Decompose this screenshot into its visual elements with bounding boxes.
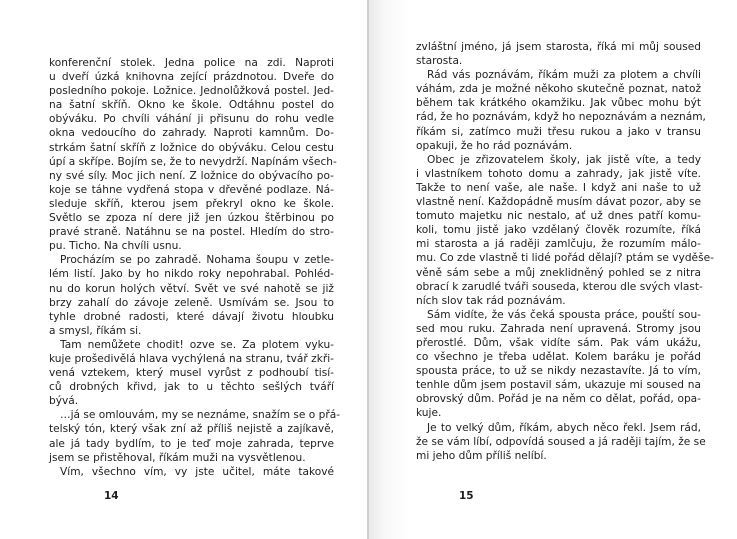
text-line: okna vedoucího do zahrady. Naproti kamnům. Do-: [49, 127, 334, 140]
text-line: brzy zahalí do závoje zeleně. Usmívám se. Jsou to: [49, 296, 334, 309]
text-line: pravé straně. Natáhnu se na postel. Hledím do stro-: [49, 226, 334, 239]
text-line: Rád vás poznávám, říkám muži za plotem a chvíli: [427, 69, 701, 82]
text-line: Tam nemůžete chodit! ozve se. Za plotem vyku-: [60, 338, 334, 351]
text-line: mi starosta a já raději zamlčuju, že rozumím málo-: [416, 238, 701, 251]
text-line: mi jeho dům příliš nelíbí.: [416, 449, 547, 462]
text-line: Procházím se po zahradě. Nohama šoupu v zetle-: [60, 254, 334, 267]
text-line: věně sám sebe a můj zneklidněný pohled se z nitra: [416, 266, 701, 279]
text-line: Takže to není vaše, ale naše. I když ani naše to už: [416, 181, 701, 194]
text-line: ale já tady bydlím, to je teď moje zahrada, teprve: [49, 437, 334, 450]
text-line: opakuji, že ho rád poznávám.: [416, 139, 573, 152]
text-line: spousta práce, to už se nikdy nezastavíte. Já to vím,: [416, 365, 701, 378]
text-line: rád, že ho poznávám, když ho nepoznávám a neznám,: [416, 111, 706, 124]
text-line: zvláštní jméno, já jsem starosta, říká mi můj soused: [416, 41, 701, 53]
text-line: …já se omlouvám, my se neznáme, snažím se o přá-: [60, 409, 341, 422]
text-line: kuje prošedivělá hlava vychýlená na stranu, tvář zkři-: [49, 352, 334, 365]
text-line: i vlastníkem tohoto domu a zahrady, jak jistě víte.: [416, 167, 701, 180]
text-line: obrací k zarudlé tváři souseda, kterou dle svých vlast-: [416, 280, 703, 293]
text-line: koli, tomu jistě jako vzdělaný člověk rozumíte, říká: [416, 224, 701, 237]
text-line: ny své síly. Moc jich není. Z ložnice do obývacího po-: [49, 169, 334, 182]
text-line: úpí a skřípe. Bojím se, že to nevydrží. Napínám všech-: [49, 155, 337, 168]
text-line: Sám vidíte, že vás čeká spousta práce, pouští sou-: [427, 308, 701, 321]
text-line: sleduje skříň, kterou jsem překryl okno ke škole.: [49, 197, 334, 210]
left-page: [0, 0, 367, 539]
text-line: říkám si, zatímco muži třesu rukou a jako v transu: [416, 125, 701, 138]
text-line: strkám šatní skříň z ložnice do obýváku. Celou cestu: [49, 141, 334, 154]
text-line: mu. Co zde vlastně ti lidé pořád dělají? ptám se vyděše-: [416, 252, 714, 265]
text-line: tomuto majetku nic nestalo, ať už dnes patří komu-: [416, 210, 701, 223]
text-line: sed mou ruku. Zahrada není upravená. Stromy jsou: [416, 322, 701, 335]
text-line: přerostlé. Dům, však vidíte sám. Pak vám ukážu,: [416, 336, 701, 349]
left-page-number: 14: [104, 490, 119, 502]
text-line: na šatní skříň. Okno ke škole. Odtáhnu postel do: [49, 99, 334, 112]
text-line: co všechno je třeba udělat. Kolem baráku je pořád: [416, 351, 701, 364]
text-line: ních slov tak rád poznávám.: [416, 294, 566, 307]
right-page-text: [416, 40, 714, 463]
text-line: váhám, zda je možné někoho skutečně poznat, natož: [416, 83, 701, 96]
text-line: a smysl, říkám si.: [49, 324, 142, 337]
right-page-number: 15: [459, 490, 474, 502]
text-line: Je to velký dům, říkám, abych něco řekl. Jsem rád,: [427, 421, 701, 434]
text-line: u dveří úzká knihovna zející prázdnotou. Dveře do: [49, 71, 334, 84]
text-line: že se vám líbí, odpovídá soused a já raději tajím, že se: [416, 435, 706, 448]
left-page-text: [49, 56, 341, 479]
text-line: jsem se přistěhoval, říkám muži na vysvětlenou.: [49, 451, 306, 464]
text-line: koje se táhne vydřená stopa v dřevěné podlaze. Ná-: [49, 183, 334, 196]
text-line: telský tón, který však zní až příliš nejistě a zajíkavě,: [49, 423, 334, 436]
text-line: Vím, všechno vím, vy jste učitel, máte takové: [60, 465, 334, 478]
text-line: Obec je zřizovatelem školy, jak jistě víte, a tedy: [427, 153, 701, 166]
text-line: kuje.: [416, 407, 442, 420]
text-line: vlastně není. Každopádně musím dávat pozor, aby se: [416, 196, 701, 209]
text-line: starosta.: [416, 55, 463, 68]
text-line: Světlo se zpoza ní dere již jen úzkou štěrbinou po: [49, 212, 334, 225]
text-line: pu. Ticho. Na chvíli usnu.: [49, 240, 182, 253]
text-line: vená vztekem, který musel vyrůst z podhoubí tisí-: [49, 367, 334, 380]
text-line: ců drobných křivd, jak to u těchto sešlých tváří: [49, 381, 334, 394]
text-line: lém listí. Jako by ho nikdo roky nepohrabal. Pohléd-: [49, 268, 334, 281]
text-line: bývá.: [49, 395, 79, 408]
text-line: během tak krátkého okamžiku. Jak vůbec mohu být: [416, 97, 701, 110]
right-page: [369, 0, 737, 539]
text-line: obýváku. Po chvíli váhání ji přisunu do rohu vedle: [49, 113, 334, 126]
text-line: tyhle drobné radosti, které dávají životu hloubku: [49, 310, 334, 323]
text-line: tenhle dům jsem postavil sám, ukazuje mi soused na: [416, 379, 701, 392]
text-line: nu do korun holých větví. Svět ve své nahotě se již: [49, 282, 334, 295]
text-line: konferenční stolek. Jedna police na zdi. Naproti: [49, 57, 334, 69]
text-line: obrovský dům. Pořád je na něm co dělat, pořád, opa-: [416, 393, 701, 406]
text-line: posledního pokoje. Ložnice. Jednolůžková postel. Jed-: [49, 85, 334, 98]
